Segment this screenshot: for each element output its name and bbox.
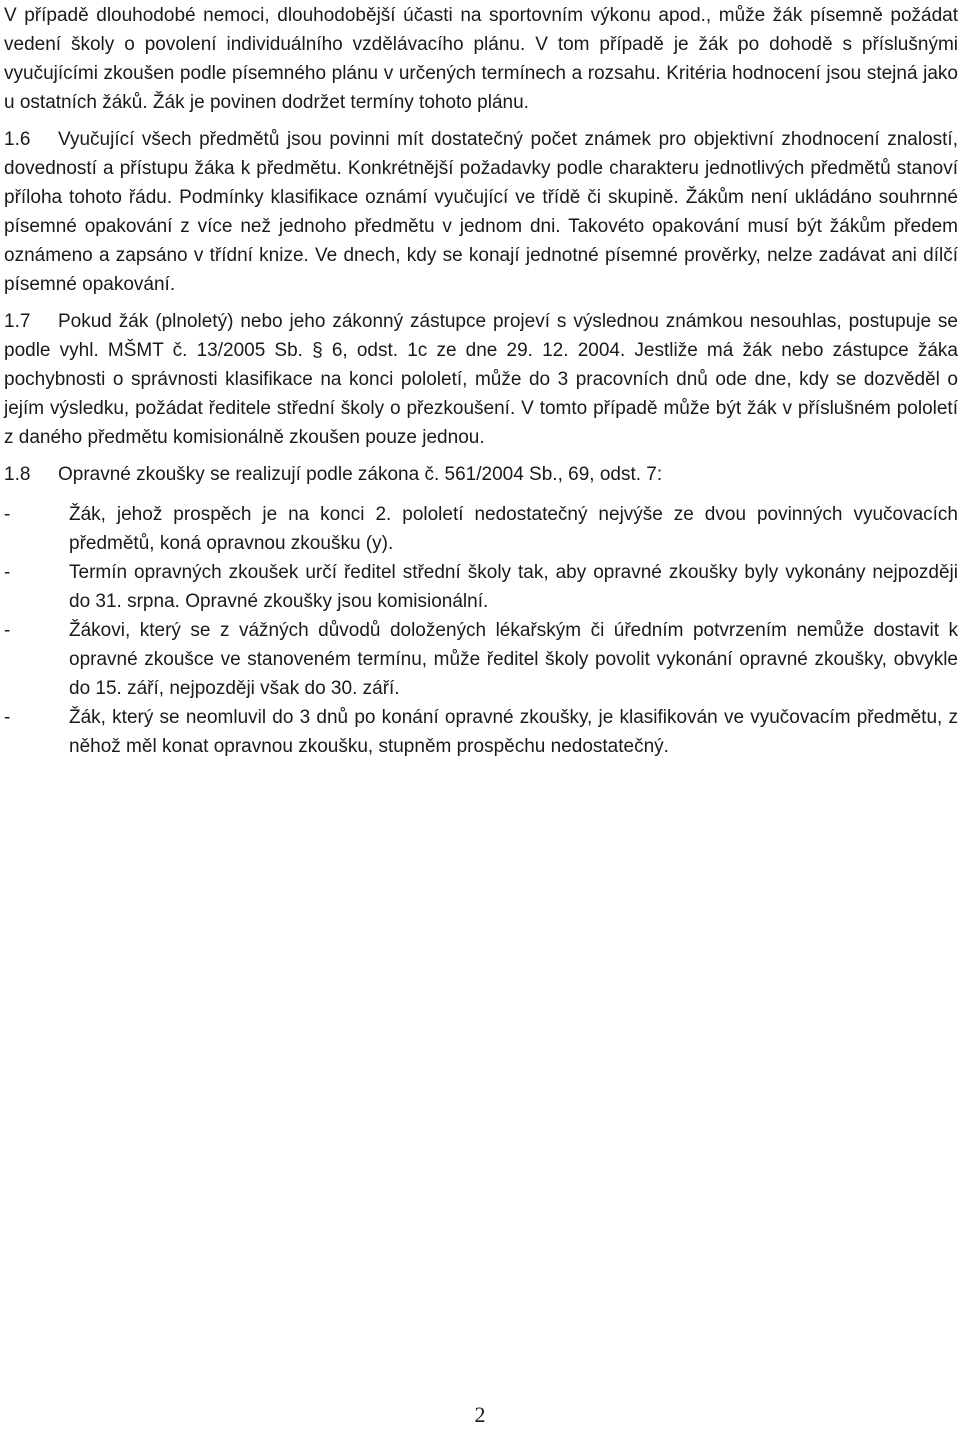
list-item xyxy=(4,558,958,616)
list-item xyxy=(4,703,958,761)
bullet-dash: - xyxy=(4,562,11,583)
intro-paragraph: V případě dlouhodobé nemoci, dlouhodobější účasti na sportovním výkonu apod., může žák písemně požádat vedení školy o povolení individuálního vzdělávacího plánu. V tom případě je žák po dohodě s příslušnými vyučujícími zkoušen podle písemného plánu v určených termínech a rozsahu. Kritéria hodnocení jsou stejná jako u ostatních žáků. Žák je povinen dodržet termíny tohoto plánu. xyxy=(4,5,958,113)
list-item-text: Žák, jehož prospěch je na konci 2. pololetí nedostatečný nejvýše ze dvou povinných vyučovacích předmětů, koná opravnou zkoušku (y). xyxy=(69,504,958,554)
section-1-8 xyxy=(4,460,958,489)
section-text: Opravné zkoušky se realizují podle zákona č. 561/2004 Sb., 69, odst. 7: xyxy=(58,464,663,485)
section-text: Vyučující všech předmětů jsou povinni mít dostatečný počet známek pro objektivní zhodnocení znalostí, dovedností a přístupu žáka k předmětu. Konkrétnější požadavky podle charakteru jednotlivých předmětů stanoví příloha tohoto řádu. Podmínky klasifikace oznámí vyučující ve třídě či skupině. Žákům není ukládáno souhrnné písemné opakování z více než jednoho předmětu v jednom dni. Takovéto opakování musí být žákům předem oznámeno a zapsáno v třídní knize. Ve dnech, kdy se konají jednotné písemné prověrky, nelze zadávat ani dílčí písemné opakování. xyxy=(4,129,958,295)
section-text: Pokud žák (plnoletý) nebo jeho zákonný zástupce projeví s výslednou známkou nesouhlas, postupuje se podle vyhl. MŠMT č. 13/2005 Sb. § 6, odst. 1c ze dne 29. 12. 2004. Jestliže má žák nebo zástupce žáka pochybnosti o správnosti klasifikace na konci pololetí, může do 3 pracovních dnů ode dne, kdy se dozvěděl o jejím výsledku, požádat ředitele střední školy o přezkoušení. V tomto případě může být žák v příslušném pololetí z daného předmětu komisionálně zkoušen pouze jednou. xyxy=(4,311,958,448)
list-item xyxy=(4,500,958,558)
section-number: 1.7 xyxy=(4,311,31,332)
list-item-text: Termín opravných zkoušek určí ředitel střední školy tak, aby opravné zkoušky byly vykonány nejpozději do 31. srpna. Opravné zkoušky jsou komisionální. xyxy=(69,562,958,612)
bullet-dash: - xyxy=(4,504,11,525)
page-number: 2 xyxy=(474,1402,486,1427)
list-item-text: Žák, který se neomluvil do 3 dnů po konání opravné zkoušky, je klasifikován ve vyučovacím předmětu, z něhož měl konat opravnou zkoušku, stupněm prospěchu nedostatečný. xyxy=(69,707,958,757)
section-number: 1.8 xyxy=(4,464,31,485)
bullet-dash: - xyxy=(4,707,11,728)
document-page xyxy=(4,0,958,761)
section-1-7 xyxy=(4,307,958,452)
bullet-dash: - xyxy=(4,620,11,641)
list-item xyxy=(4,616,958,703)
list-item-text: Žákovi, který se z vážných důvodů doložených lékařským či úředním potvrzením nemůže dostavit k opravné zkoušce ve stanoveném termínu, může ředitel školy povolit vykonání opravné zkoušky, obvykle do 15. září, nejpozději však do 30. září. xyxy=(69,620,958,699)
section-1-6 xyxy=(4,125,958,299)
section-number: 1.6 xyxy=(4,129,31,150)
bullet-list xyxy=(4,500,958,761)
